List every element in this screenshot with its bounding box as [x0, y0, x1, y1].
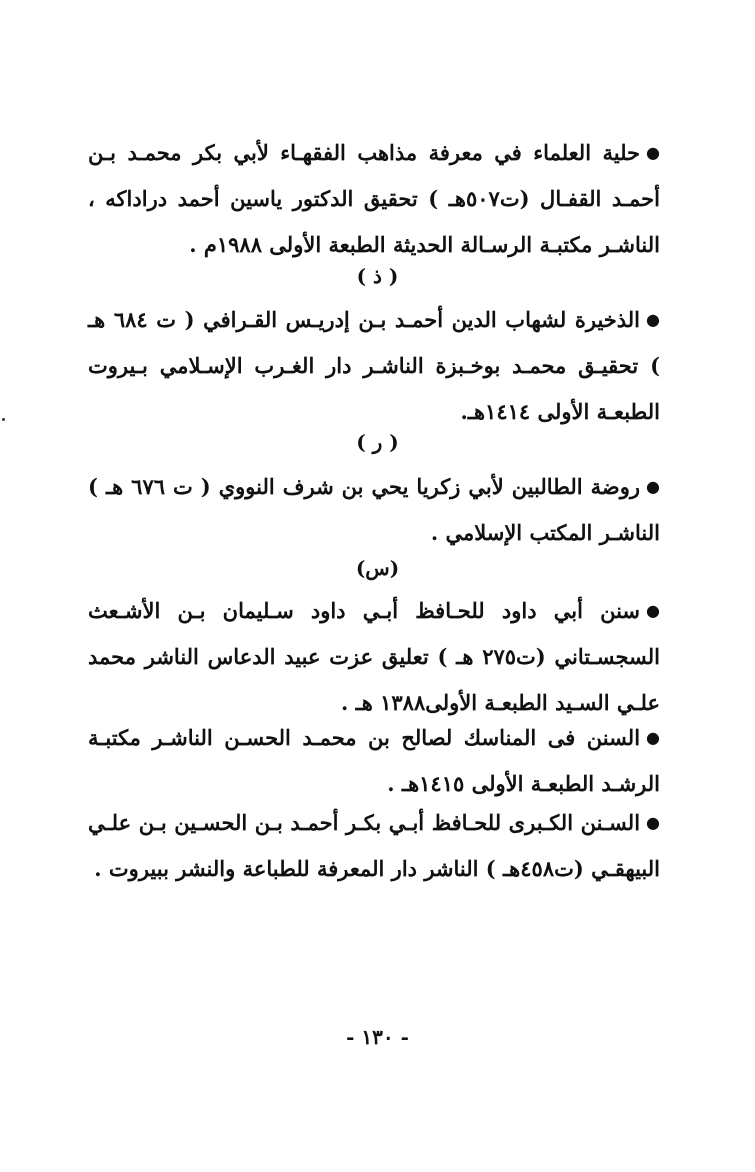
entry-text: حلية العلماء في معرفة مذاهب الفقهـاء لأبي بكر محمـد بـن أحمـد القفـال (ت٥٠٧هـ ) تحقيق الدكتور ياسين أحمد دراداكه ، الناشـر مكتبـة الرسـالة الحديثة الطبعة الأولى ١٩٨٨م .	[88, 140, 661, 257]
bullet-icon: ●	[646, 310, 660, 329]
section-heading-ra: ( ر )	[356, 430, 399, 454]
entry-text: سنن أبي داود للحـافظ أبـي داود سـليمان بـن الأشـعث السجسـتاني (ت٢٧٥ هـ ) تعليق عزت عبيد الدعاس الناشر محمد علـي السـيد الطبعـة الأولى١٣٨٨ هـ .	[88, 598, 661, 715]
bullet-icon: ●	[646, 813, 660, 832]
bibliography-entry	[88, 715, 660, 807]
bibliography-entry	[88, 297, 660, 435]
section-heading-sin: (س)	[355, 556, 400, 580]
bibliography-entry	[88, 130, 660, 268]
bullet-icon: ●	[646, 477, 660, 496]
bibliography-entry	[88, 464, 660, 556]
bullet-icon: ●	[646, 601, 660, 620]
section-heading-dhal: ( ذ )	[356, 264, 399, 288]
bibliography-entry	[88, 800, 660, 892]
entry-text: السنن فى المناسك لصالح بن محمـد الحسـن الناشـر مكتبـة الرشـد الطبعـة الأولى ١٤١٥هـ .	[88, 725, 660, 796]
entry-text: روضة الطالبين لأبي زكريا يحي بن شرف النووي ( ت ٦٧٦ هـ ) الناشـر المكتب الإسلامي .	[88, 474, 660, 545]
entry-text: السـنن الكـبرى للحـافظ أبـي بكـر أحمـد بـن الحسـين بـن علـي البيهقـي (ت٤٥٨هـ ) الناشر دار المعرفة للطباعة والنشر ببيروت .	[88, 810, 660, 881]
scan-speck	[2, 418, 5, 421]
entry-text: الذخيرة لشهاب الدين أحمـد بـن إدريـس القـرافي ( ت ٦٨٤ هـ ) تحقيـق محمـد بوخـبزة الناشـر دار الغـرب الإسـلامي بـيروت الطبعـة الأولى ١٤١٤هـ.	[88, 307, 660, 424]
bullet-icon: ●	[646, 143, 660, 162]
bullet-icon: ●	[646, 728, 660, 747]
bibliography-entry	[88, 588, 660, 726]
page-number: - ١٣٠ -	[346, 1025, 409, 1049]
